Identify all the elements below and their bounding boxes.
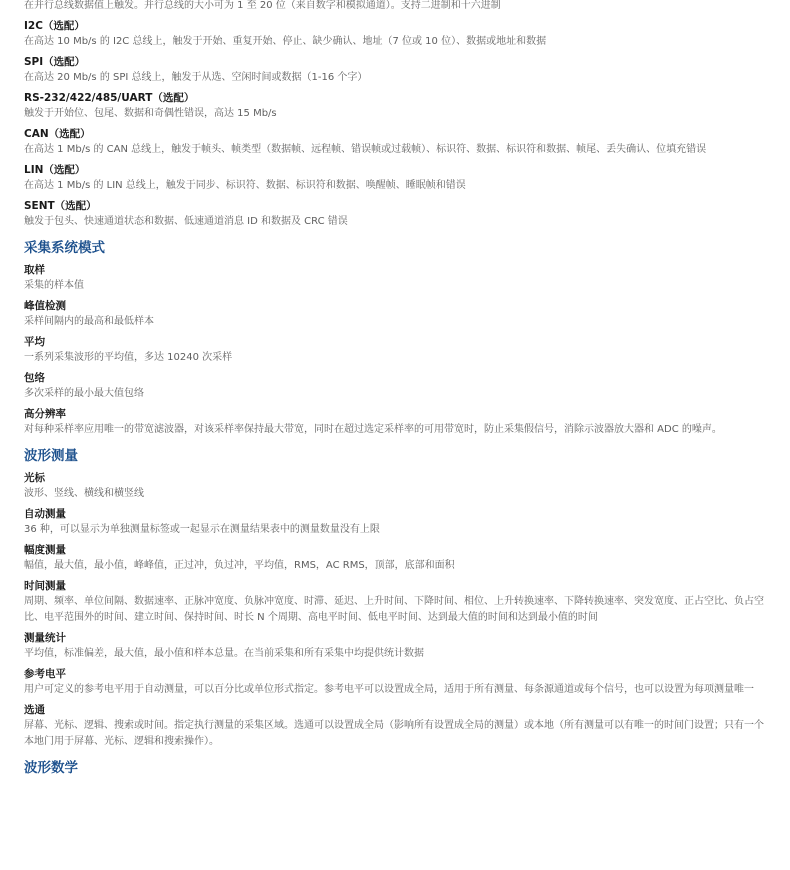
spec-term: 选通: [24, 704, 45, 716]
section-heading-measurements: 波形测量: [24, 448, 78, 464]
spec-desc: 36 种，可以显示为单独测量标签或一起显示在测量结果表中的测量数量没有上限: [24, 524, 380, 535]
parallel-trigger-desc: 在并行总线数据值上触发。并行总线的大小可为 1 至 20 位（来自数字和模拟通道）。支持二进制和十六进制: [24, 0, 501, 11]
spec-desc: 触发于开始位、包尾、数据和奇偶性错误，高达 15 Mb/s: [24, 108, 277, 119]
spec-desc: 多次采样的最小最大值包络: [24, 388, 144, 399]
spec-term: 参考电平: [24, 668, 66, 680]
spec-desc: 对每种采样率应用唯一的带宽滤波器，对该采样率保持最大带宽，同时在超过选定采样率的可用带宽时，防止采集假信号，消除示波器放大器和 ADC 的噪声。: [24, 424, 722, 435]
spec-desc: 周期、频率、单位间隔、数据速率、正脉冲宽度、负脉冲宽度、时滞、延迟、上升时间、下降时间、相位、上升转换速率、下降转换速率、突发宽度、正占空比、负占空比、电平范围外的时间、建立时间、保持时间、时长 N 个周期、高电平时间、低电平时间、达到最大值的时间和达到最小值的时间: [24, 596, 764, 623]
spec-desc: 采样间隔内的最高和最低样本: [24, 316, 154, 327]
spec-term: 平均: [24, 336, 45, 348]
spec-term: RS-232/422/485/UART（选配）: [24, 92, 195, 104]
spec-desc: 在高达 10 Mb/s 的 I2C 总线上，触发于开始、重复开始、停止、缺少确认、地址（7 位或 10 位）、数据或地址和数据: [24, 36, 547, 47]
spec-desc: 屏幕、光标、逻辑、搜索或时间。指定执行测量的采集区域。选通可以设置成全局（影响所有设置成全局的测量）或本地（所有测量可以有唯一的时间门设置；只有一个本地门用于屏幕、光标、逻辑和搜索操作）。: [24, 720, 764, 747]
section-heading-math: 波形数学: [24, 760, 78, 776]
spec-term: I2C（选配）: [24, 20, 85, 32]
spec-desc: 在高达 1 Mb/s 的 LIN 总线上，触发于同步、标识符、数据、标识符和数据、唤醒帧、睡眠帧和错误: [24, 180, 466, 191]
spec-term: 取样: [24, 264, 45, 276]
spec-term: 包络: [24, 372, 45, 384]
spec-desc: 采集的样本值: [24, 280, 84, 291]
spec-term: 峰值检测: [24, 300, 66, 312]
spec-term: 测量统计: [24, 632, 66, 644]
spec-desc: 波形、竖线、横线和横竖线: [24, 488, 144, 499]
spec-desc: 平均值，标准偏差，最大值，最小值和样本总量。在当前采集和所有采集中均提供统计数据: [24, 648, 424, 659]
spec-desc: 一系列采集波形的平均值，多达 10240 次采样: [24, 352, 233, 363]
spec-term: 时间测量: [24, 580, 66, 592]
section-heading-acquisition: 采集系统模式: [24, 240, 105, 256]
spec-desc: 在高达 1 Mb/s 的 CAN 总线上，触发于帧头、帧类型（数据帧、远程帧、错误帧或过载帧）、标识符、数据、标识符和数据、帧尾、丢失确认、位填充错误: [24, 144, 707, 155]
spec-term: CAN（选配）: [24, 128, 91, 140]
spec-desc: 触发于包头、快速通道状态和数据、低速通道消息 ID 和数据及 CRC 错误: [24, 216, 348, 227]
spec-term: 自动测量: [24, 508, 66, 520]
spec-desc: 在高达 20 Mb/s 的 SPI 总线上，触发于从选、空闲时间或数据（1-16 个字）: [24, 72, 368, 83]
spec-term: 光标: [24, 472, 45, 484]
spec-desc: 幅值，最大值，最小值，峰峰值，正过冲，负过冲，平均值，RMS，AC RMS，顶部，底部和面积: [24, 560, 455, 571]
spec-term: 高分辨率: [24, 408, 66, 420]
spec-desc: 用户可定义的参考电平用于自动测量，可以百分比或单位形式指定。参考电平可以设置成全局，适用于所有测量、每条源通道或每个信号，也可以设置为每项测量唯一: [24, 684, 754, 695]
spec-page: [24, 0, 772, 782]
spec-term: 幅度测量: [24, 544, 66, 556]
spec-term: SENT（选配）: [24, 200, 97, 212]
spec-term: LIN（选配）: [24, 164, 86, 176]
spec-term: SPI（选配）: [24, 56, 86, 68]
